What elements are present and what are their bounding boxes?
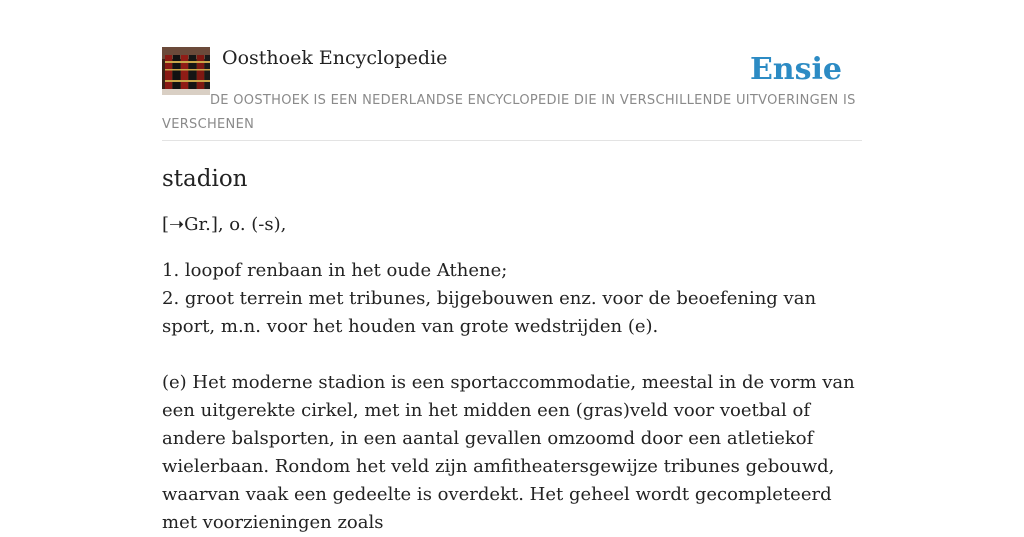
site-header [162, 46, 862, 141]
entry-content [162, 160, 862, 537]
definition-item: 1. loopof renbaan in het oude Athene; [162, 260, 508, 281]
entry-grammar: [➝Gr.], o. (-s), [162, 214, 287, 235]
encyclopedia-avatar[interactable] [162, 47, 210, 95]
site-name[interactable]: Oosthoek Encyclopedie [222, 47, 448, 69]
definition-list [162, 257, 862, 341]
site-tagline: DE OOSTHOEK IS EEN NEDERLANDSE ENCYCLOPEDIE DIE IN VERSCHILLENDE UITVOERINGEN IS VERSCHENEN [162, 93, 856, 132]
entry-title: stadion [162, 166, 248, 192]
definition-item: 2. groot terrein met tribunes, bijgebouwen enz. voor de beoefening van sport, m.n. voor het houden van grote wedstrijden (e). [162, 288, 817, 337]
entry-body: (e) Het moderne stadion is een sportaccommodatie, meestal in de vorm van een uitgerekte cirkel, met in het midden een (gras)veld voor voetbal of andere balsporten, in een aantal gevallen omzoomd door een atletiekof wielerbaan. Rondom het veld zijn amfitheatersgewijze tribunes gebouwd, waarvan vaak een gedeelte is overdekt. Het geheel wordt gecompleteerd met voorzieningen zoals [162, 372, 855, 533]
ensie-logo[interactable]: Ensie [749, 52, 842, 87]
